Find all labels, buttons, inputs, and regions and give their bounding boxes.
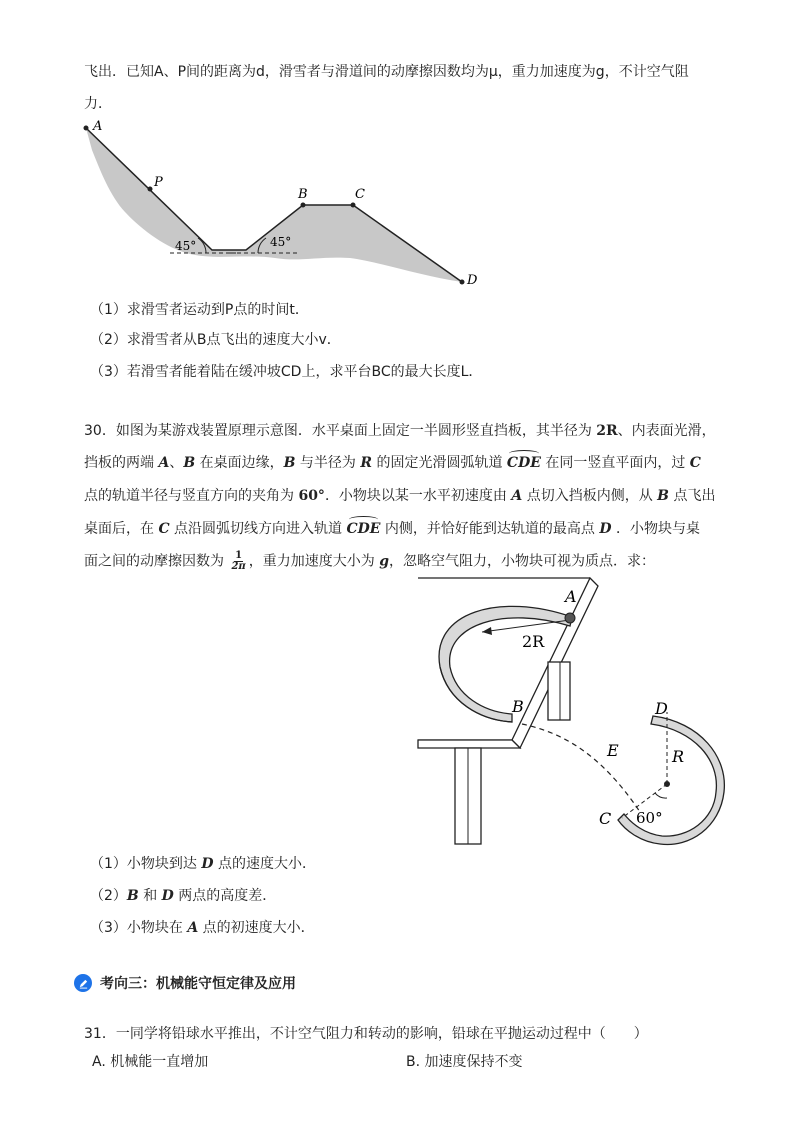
track-center xyxy=(664,781,670,787)
label-r2: R xyxy=(672,747,685,766)
q30-sub2: （2）B 和 D 两点的高度差． xyxy=(90,888,277,904)
label-e2: E xyxy=(607,741,619,760)
q30-sub3: （3）小物块在 A 点的初速度大小． xyxy=(90,920,315,936)
q31-option-a[interactable]: A. 机械能一直增加 xyxy=(92,1054,209,1070)
q31-option-b[interactable]: B. 加速度保持不变 xyxy=(406,1054,523,1070)
q31-stem: 31．一同学将铅球水平推出，不计空气阻力和转动的影响，铅球在平抛运动过程中（ ） xyxy=(84,1026,648,1042)
label-c2: C xyxy=(599,809,612,828)
label-b2: B xyxy=(512,697,524,716)
pencil-icon xyxy=(74,974,92,992)
label-2r: 2R xyxy=(522,632,545,651)
q30-line5: 面之间的动摩擦因数为 $\frac{1}{2\pi}$ ，重力加速度大小为 g，忽略空气阻力，小物块可视为质点．求： xyxy=(84,550,655,572)
angle-left: 45° xyxy=(175,239,197,253)
q29-sub2: （2）求滑雪者从B点飞出的速度大小v． xyxy=(90,332,341,348)
q29-sub1: （1）求滑雪者运动到P点的时间t． xyxy=(90,302,309,318)
point-b xyxy=(301,203,306,208)
label-b: B xyxy=(298,187,308,202)
q29-intro-line2: 力． xyxy=(84,96,112,112)
block-at-a xyxy=(565,613,575,623)
label-d2: D xyxy=(655,699,668,718)
label-a: A xyxy=(93,119,103,134)
label-60: 60° xyxy=(636,809,663,827)
label-a2: A xyxy=(565,587,577,606)
section-heading xyxy=(74,973,296,993)
label-c: C xyxy=(355,187,365,202)
circular-track xyxy=(618,716,724,844)
q30-line2: 挡板的两端 A、B 在桌面边缘，B 与半径为 R 的固定光滑圆弧轨道 CDE 在同一竖直平面内，过 C xyxy=(84,455,701,471)
point-c xyxy=(351,203,356,208)
slope-ground xyxy=(86,128,462,282)
friction-fraction: $\frac{1}{2\pi}$ xyxy=(231,550,246,572)
label-p: P xyxy=(154,175,163,190)
q30-line3: 点的轨道半径与竖直方向的夹角为 60°．小物块以某一水平初速度由 A 点切入挡板内侧，从 B 点飞出 xyxy=(84,488,716,504)
q29-intro-line1: 飞出．已知A、P间的距离为d，滑雪者与滑道间的动摩擦因数均为μ，重力加速度为g，不计空气阻 xyxy=(84,64,689,80)
point-d xyxy=(460,280,465,285)
q30-sub1: （1）小物块到达 D 点的速度大小． xyxy=(90,856,316,872)
q30-line1: 30．如图为某游戏装置原理示意图．水平桌面上固定一半圆形竖直挡板，其半径为 2R、内表面光滑， xyxy=(84,423,716,439)
point-a xyxy=(84,126,89,131)
ski-slope-figure xyxy=(0,0,800,300)
point-p xyxy=(148,187,153,192)
game-device-figure xyxy=(0,572,800,852)
table-leg-right xyxy=(548,662,570,720)
q29-sub3: （3）若滑雪者能着陆在缓冲坡CD上，求平台BC的最大长度L． xyxy=(90,364,483,380)
q30-line4: 桌面后，在 C 点沿圆弧切线方向进入轨道 CDE 内侧，并恰好能到达轨道的最高点 D ．小物块与桌 xyxy=(84,521,700,537)
angle-right: 45° xyxy=(270,235,292,249)
section-title: 考向三：机械能守恒定律及应用 xyxy=(100,976,296,992)
trajectory-path xyxy=(522,724,640,812)
label-d: D xyxy=(467,273,478,288)
